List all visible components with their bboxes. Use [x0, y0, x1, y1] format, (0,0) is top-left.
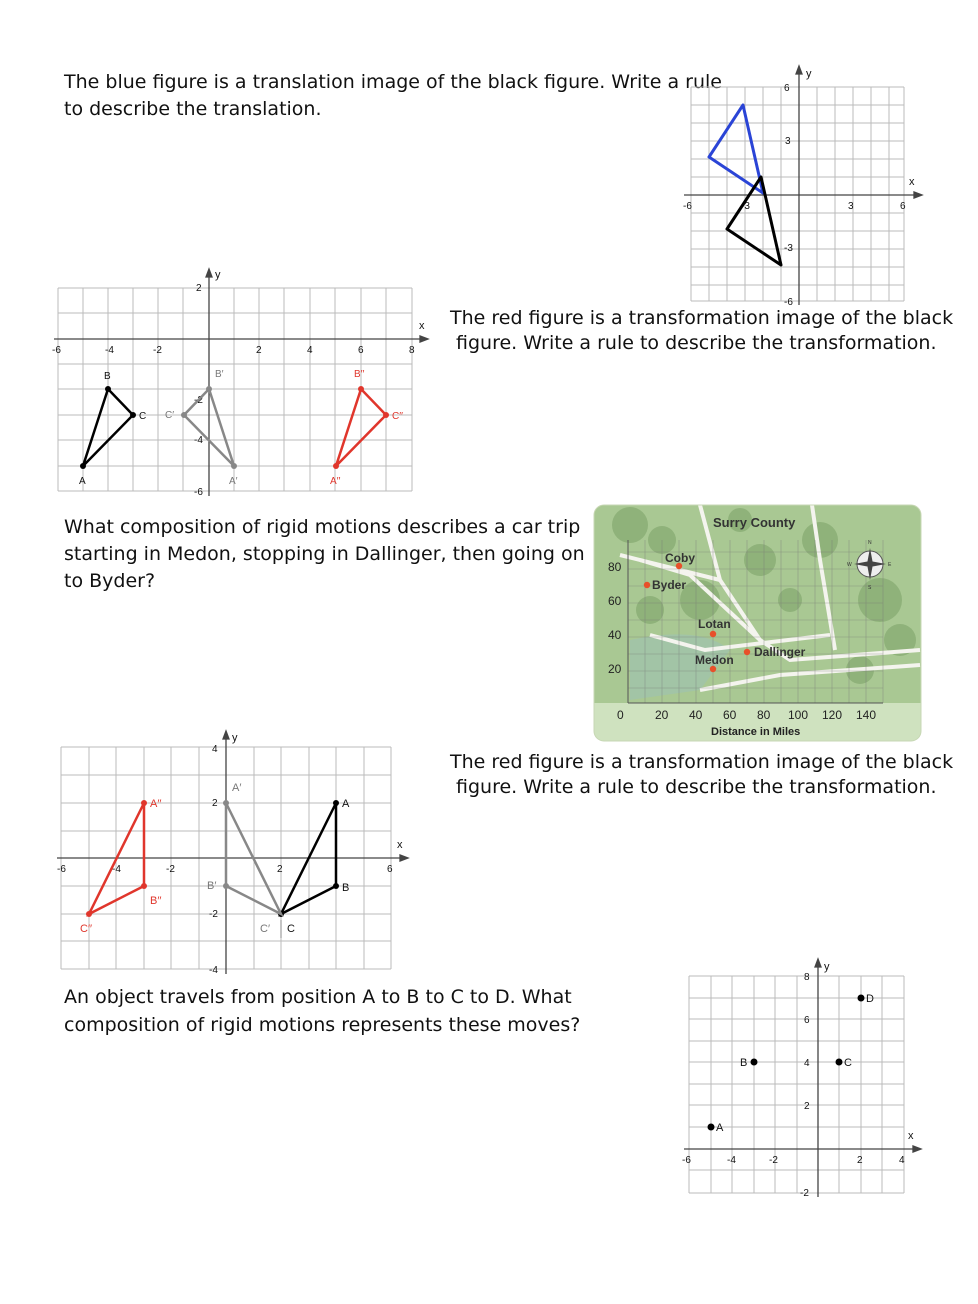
graph-5-labels — [682, 961, 914, 1199]
tick-label: -2 — [769, 1155, 778, 1166]
place-dallinger: Dallinger — [754, 645, 806, 659]
tick-label: -2 — [209, 909, 218, 920]
tick-label: 8 — [409, 345, 415, 356]
graph-4-y-label: y — [232, 732, 238, 744]
graph-5-y-label: y — [824, 961, 830, 973]
map-y-tick: 80 — [608, 560, 622, 574]
tick-label: -2 — [153, 345, 162, 356]
graph-2-transformation — [50, 262, 440, 498]
question-3 — [64, 514, 585, 595]
point-label-a-prime: A′ — [229, 476, 238, 487]
point-label-a: A — [716, 1122, 724, 1134]
point-label-d: D — [866, 993, 874, 1005]
map-x-tick: 100 — [788, 708, 809, 722]
compass-w: W — [847, 562, 852, 568]
tick-label: -2 — [194, 395, 203, 406]
question-4-line: figure. Write a rule to describe the transformation. — [456, 776, 937, 798]
graph-2-x-label: x — [419, 320, 425, 332]
graph-2-y-label: y — [215, 269, 221, 281]
tick-label: 2 — [212, 798, 218, 809]
point-label-b-prime: B′ — [215, 369, 224, 380]
point-label-c: C — [139, 411, 147, 422]
tick-label: 2 — [857, 1155, 863, 1166]
point-label-b: B — [342, 882, 350, 894]
tick-label: -4 — [194, 435, 203, 446]
point-label-a-double-prime: A′′ — [150, 798, 162, 810]
graph-4-axes — [57, 731, 408, 974]
tick-label: -4 — [105, 345, 114, 356]
point-label-c-double-prime: C′′ — [392, 411, 403, 422]
tick-label: -2 — [800, 1188, 809, 1199]
tick-label: 4 — [804, 1058, 810, 1069]
graph-1-grid — [691, 87, 904, 301]
point-label-c-prime: C′ — [260, 923, 271, 935]
place-byder: Byder — [652, 578, 687, 592]
question-5-line: composition of rigid motions represents these moves? — [64, 1014, 581, 1036]
place-coby: Coby — [665, 551, 695, 565]
tick-label: 2 — [277, 864, 283, 875]
graph-1-x-label: x — [909, 176, 915, 188]
tick-label: -6 — [683, 201, 692, 212]
tick-label: 2 — [196, 283, 202, 294]
point-label-b-double-prime: B′′ — [354, 369, 365, 380]
map-x-tick: 80 — [757, 708, 771, 722]
graph-4-transformation — [54, 726, 418, 976]
tick-label: -6 — [57, 864, 66, 875]
question-5 — [64, 983, 580, 1039]
tick-label: -6 — [52, 345, 61, 356]
tick-label: 6 — [784, 83, 790, 94]
graph-1-translation — [680, 60, 930, 310]
compass-s: S — [868, 585, 872, 591]
tick-label: -4 — [209, 965, 218, 976]
map-x-tick: 60 — [723, 708, 737, 722]
point-label-b-double-prime: B′′ — [150, 895, 162, 907]
point-label-c: C — [844, 1057, 852, 1069]
black-triangle — [727, 177, 781, 265]
point-label-c-double-prime: C′′ — [80, 923, 93, 935]
map-title: Surry County — [713, 515, 796, 530]
map-y-tick: 20 — [608, 662, 622, 676]
graph-4-labels — [57, 732, 403, 976]
point-label-c-prime: C′ — [165, 410, 175, 421]
point-label-a-prime: A′ — [232, 782, 242, 794]
question-3-line: What composition of rigid motions describes a car trip — [64, 516, 581, 538]
tick-label: -4 — [727, 1155, 736, 1166]
compass-e: E — [888, 562, 892, 568]
tick-label: 2 — [256, 345, 262, 356]
graph-2-axes — [54, 269, 428, 496]
map-x-tick: 140 — [856, 708, 877, 722]
tick-label: -6 — [682, 1155, 691, 1166]
question-4 — [450, 750, 953, 800]
question-2-line: The red figure is a transformation image of the black — [450, 307, 954, 329]
question-2 — [450, 306, 953, 356]
tick-label: 3 — [848, 201, 854, 212]
tick-label: 6 — [900, 201, 906, 212]
point-label-b-prime: B′ — [207, 880, 217, 892]
tick-label: -3 — [784, 243, 793, 254]
question-1-line: to describe the translation. — [64, 98, 322, 120]
tick-label: 4 — [899, 1155, 905, 1166]
tick-label: -6 — [784, 297, 793, 308]
tick-label: 6 — [387, 864, 393, 875]
tick-label: -2 — [166, 864, 175, 875]
graph-1-axes — [684, 66, 922, 305]
point-label-b: B — [740, 1057, 748, 1069]
graph-5-axes — [684, 959, 921, 1197]
place-medon: Medon — [695, 653, 734, 667]
map-x-tick: 120 — [822, 708, 843, 722]
graph-5-grid — [689, 976, 904, 1193]
graph-5-points — [680, 955, 930, 1200]
graph-1-y-label: y — [806, 68, 812, 80]
tick-label: 8 — [804, 972, 810, 983]
question-5-line: An object travels from position A to B to C to D. What — [64, 986, 572, 1008]
map-x-tick: 40 — [689, 708, 703, 722]
surry-county-map — [594, 505, 921, 741]
graph-2-point-labels — [79, 369, 403, 487]
compass-n: N — [868, 540, 872, 546]
tick-label: -4 — [112, 864, 121, 875]
question-3-line: starting in Medon, stopping in Dallinger, then going on — [64, 543, 585, 565]
graph-5-point-labels — [716, 993, 874, 1134]
question-1 — [64, 69, 722, 123]
tick-label: 6 — [804, 1015, 810, 1026]
question-3-line: to Byder? — [64, 570, 156, 592]
map-x-tick: 20 — [655, 708, 669, 722]
tick-label: 2 — [804, 1101, 810, 1112]
question-4-line: The red figure is a transformation image of the black — [450, 751, 954, 773]
question-1-line: The blue figure is a translation image of the black figure. Write a rule — [64, 71, 722, 93]
map-y-tick: 40 — [608, 628, 622, 642]
point-label-a: A — [342, 798, 350, 810]
point-label-b: B — [104, 371, 111, 382]
tick-label: -3 — [741, 201, 750, 212]
tick-label: 3 — [785, 136, 791, 147]
map-x-axis-label: Distance in Miles — [711, 726, 801, 738]
map-y-tick: 60 — [608, 594, 622, 608]
point-label-c: C — [287, 923, 295, 935]
map-x-tick: 0 — [617, 708, 624, 722]
graph-4-x-label: x — [397, 839, 403, 851]
place-lotan: Lotan — [698, 617, 731, 631]
tick-label: 6 — [358, 345, 364, 356]
tick-label: -6 — [194, 487, 203, 498]
point-label-a-double-prime: A′′ — [330, 476, 341, 487]
question-2-line: figure. Write a rule to describe the transformation. — [456, 332, 937, 354]
blue-triangle — [709, 105, 763, 193]
tick-label: 4 — [212, 744, 218, 755]
point-label-a: A — [79, 476, 86, 487]
graph-5-x-label: x — [908, 1130, 914, 1142]
tick-label: 4 — [307, 345, 313, 356]
